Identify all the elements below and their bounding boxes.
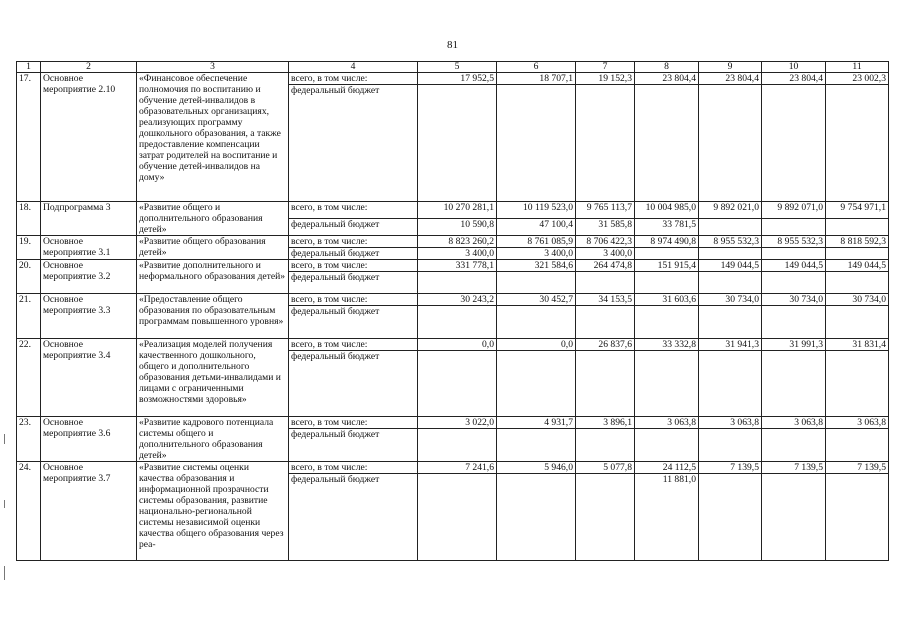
- federal-value-cell-year-6: [497, 351, 576, 417]
- federal-value-cell-year-8: 11 881,0: [635, 474, 699, 561]
- federal-value-cell-year-7: [576, 306, 635, 339]
- federal-value-cell-year-7: [576, 272, 635, 294]
- value-cell-year-11: 30 734,0: [826, 294, 889, 306]
- funding-source-federal-cell: федеральный бюджет: [289, 272, 418, 294]
- column-header-10: 10: [762, 62, 826, 73]
- federal-value-cell-year-7: [576, 474, 635, 561]
- row-status-cell: Основное мероприятие 3.4: [41, 339, 137, 417]
- funding-source-total-cell: всего, в том числе:: [289, 462, 418, 474]
- value-cell-year-8: 31 603,6: [635, 294, 699, 306]
- column-header-5: 5: [418, 62, 497, 73]
- column-header-1: 1: [17, 62, 41, 73]
- column-header-4: 4: [289, 62, 418, 73]
- federal-value-cell-year-5: [418, 85, 497, 202]
- row-status-cell: Основное мероприятие 3.1: [41, 236, 137, 260]
- value-cell-year-8: 24 112,5: [635, 462, 699, 474]
- funding-source-total-cell: всего, в том числе:: [289, 294, 418, 306]
- value-cell-year-11: 3 063,8: [826, 417, 889, 429]
- federal-value-cell-year-5: 10 590,8: [418, 219, 497, 236]
- row-status-cell: Подпрограмма 3: [41, 202, 137, 236]
- row-status-cell: Основное мероприятие 3.6: [41, 417, 137, 462]
- federal-value-cell-year-11: [826, 219, 889, 236]
- federal-value-cell-year-8: [635, 272, 699, 294]
- value-cell-year-6: 5 946,0: [497, 462, 576, 474]
- value-cell-year-7: 26 837,6: [576, 339, 635, 351]
- row-status-cell: Основное мероприятие 3.3: [41, 294, 137, 339]
- table-row: [17, 202, 889, 219]
- row-program-name-cell: «Финансовое обеспечение полномочия по воспитанию и обучение детей-инвалидов в образовательных организациях, реализующих программу дошкольного образования, а также предоставление компенсации затрат родителей на воспитание и обучение детей-инвалидов на дому»: [137, 73, 289, 202]
- value-cell-year-10: 8 955 532,3: [762, 236, 826, 248]
- funding-source-federal-cell: федеральный бюджет: [289, 248, 418, 260]
- federal-value-cell-year-6: [497, 429, 576, 462]
- row-index-cell: 23.: [17, 417, 41, 462]
- column-header-2: 2: [41, 62, 137, 73]
- federal-value-cell-year-7: 31 585,8: [576, 219, 635, 236]
- value-cell-year-11: 149 044,5: [826, 260, 889, 272]
- column-header-11: 11: [826, 62, 889, 73]
- row-index-cell: 24.: [17, 462, 41, 561]
- federal-value-cell-year-11: [826, 351, 889, 417]
- table-row: [17, 260, 889, 272]
- federal-value-cell-year-10: [762, 429, 826, 462]
- row-index-cell: 22.: [17, 339, 41, 417]
- federal-value-cell-year-7: [576, 85, 635, 202]
- federal-value-cell-year-11: [826, 248, 889, 260]
- table-row: [17, 294, 889, 306]
- table-row: [17, 462, 889, 474]
- page-number: 81: [447, 39, 458, 51]
- federal-value-cell-year-6: [497, 272, 576, 294]
- value-cell-year-9: 7 139,5: [699, 462, 762, 474]
- federal-value-cell-year-9: [699, 248, 762, 260]
- federal-value-cell-year-11: [826, 85, 889, 202]
- row-index-cell: 20.: [17, 260, 41, 294]
- federal-value-cell-year-7: 3 400,0: [576, 248, 635, 260]
- funding-source-total-cell: всего, в том числе:: [289, 260, 418, 272]
- federal-value-cell-year-6: [497, 306, 576, 339]
- value-cell-year-6: 10 119 523,0: [497, 202, 576, 219]
- federal-value-cell-year-5: [418, 474, 497, 561]
- federal-value-cell-year-9: [699, 85, 762, 202]
- federal-value-cell-year-10: [762, 474, 826, 561]
- federal-value-cell-year-10: [762, 248, 826, 260]
- value-cell-year-7: 3 896,1: [576, 417, 635, 429]
- row-program-name-cell: «Развитие общего образования детей»: [137, 236, 289, 260]
- column-header-3: 3: [137, 62, 289, 73]
- row-index-cell: 18.: [17, 202, 41, 236]
- row-index-cell: 17.: [17, 73, 41, 202]
- table-row: [17, 339, 889, 351]
- value-cell-year-6: 4 931,7: [497, 417, 576, 429]
- value-cell-year-9: 3 063,8: [699, 417, 762, 429]
- funding-source-total-cell: всего, в том числе:: [289, 339, 418, 351]
- value-cell-year-10: 30 734,0: [762, 294, 826, 306]
- funding-source-federal-cell: федеральный бюджет: [289, 474, 418, 561]
- row-program-name-cell: «Развитие дополнительного и неформального образования детей»: [137, 260, 289, 294]
- value-cell-year-5: 7 241,6: [418, 462, 497, 474]
- value-cell-year-8: 33 332,8: [635, 339, 699, 351]
- value-cell-year-9: 9 892 021,0: [699, 202, 762, 219]
- federal-value-cell-year-6: 3 400,0: [497, 248, 576, 260]
- binding-mark-top: [4, 434, 5, 444]
- value-cell-year-7: 19 152,3: [576, 73, 635, 85]
- value-cell-year-5: 331 778,1: [418, 260, 497, 272]
- table-header-row: [17, 62, 889, 73]
- binding-mark-middle: [4, 500, 5, 508]
- value-cell-year-8: 10 004 985,0: [635, 202, 699, 219]
- federal-value-cell-year-5: [418, 272, 497, 294]
- federal-value-cell-year-9: [699, 351, 762, 417]
- value-cell-year-7: 34 153,5: [576, 294, 635, 306]
- value-cell-year-6: 30 452,7: [497, 294, 576, 306]
- federal-value-cell-year-11: [826, 474, 889, 561]
- value-cell-year-8: 8 974 490,8: [635, 236, 699, 248]
- federal-value-cell-year-9: [699, 306, 762, 339]
- federal-value-cell-year-7: [576, 429, 635, 462]
- value-cell-year-11: 9 754 971,1: [826, 202, 889, 219]
- funding-source-total-cell: всего, в том числе:: [289, 417, 418, 429]
- row-program-name-cell: «Развитие системы оценки качества образования и информационной прозрачности системы образования, развитие национально-региональной системы независимой оценки качества общего образования через реа-: [137, 462, 289, 561]
- federal-value-cell-year-9: [699, 272, 762, 294]
- federal-value-cell-year-5: 3 400,0: [418, 248, 497, 260]
- value-cell-year-7: 5 077,8: [576, 462, 635, 474]
- value-cell-year-6: 0,0: [497, 339, 576, 351]
- value-cell-year-5: 10 270 281,1: [418, 202, 497, 219]
- value-cell-year-5: 17 952,5: [418, 73, 497, 85]
- value-cell-year-10: 31 991,3: [762, 339, 826, 351]
- federal-value-cell-year-8: [635, 306, 699, 339]
- row-status-cell: Основное мероприятие 3.7: [41, 462, 137, 561]
- federal-value-cell-year-8: [635, 429, 699, 462]
- value-cell-year-11: 8 818 592,3: [826, 236, 889, 248]
- column-header-8: 8: [635, 62, 699, 73]
- funding-source-federal-cell: федеральный бюджет: [289, 219, 418, 236]
- value-cell-year-7: 9 765 113,7: [576, 202, 635, 219]
- federal-value-cell-year-10: [762, 351, 826, 417]
- row-program-name-cell: «Реализация моделей получения качественного дошкольного, общего и дополнительного образования детьми-инвалидами и лицами с ограниченными возможностями здоровья»: [137, 339, 289, 417]
- value-cell-year-8: 23 804,4: [635, 73, 699, 85]
- federal-value-cell-year-10: [762, 85, 826, 202]
- value-cell-year-10: 23 804,4: [762, 73, 826, 85]
- funding-source-federal-cell: федеральный бюджет: [289, 306, 418, 339]
- value-cell-year-9: 31 941,3: [699, 339, 762, 351]
- funding-source-federal-cell: федеральный бюджет: [289, 85, 418, 202]
- value-cell-year-5: 8 823 260,2: [418, 236, 497, 248]
- federal-value-cell-year-11: [826, 272, 889, 294]
- value-cell-year-11: 7 139,5: [826, 462, 889, 474]
- value-cell-year-5: 0,0: [418, 339, 497, 351]
- value-cell-year-10: 9 892 071,0: [762, 202, 826, 219]
- federal-value-cell-year-9: [699, 429, 762, 462]
- value-cell-year-9: 8 955 532,3: [699, 236, 762, 248]
- federal-value-cell-year-11: [826, 306, 889, 339]
- value-cell-year-6: 8 761 085,9: [497, 236, 576, 248]
- value-cell-year-8: 151 915,4: [635, 260, 699, 272]
- value-cell-year-10: 3 063,8: [762, 417, 826, 429]
- federal-value-cell-year-8: 33 781,5: [635, 219, 699, 236]
- value-cell-year-5: 3 022,0: [418, 417, 497, 429]
- federal-value-cell-year-5: [418, 306, 497, 339]
- row-status-cell: Основное мероприятие 2.10: [41, 73, 137, 202]
- value-cell-year-11: 31 831,4: [826, 339, 889, 351]
- federal-value-cell-year-6: [497, 85, 576, 202]
- federal-value-cell-year-10: [762, 219, 826, 236]
- federal-value-cell-year-7: [576, 351, 635, 417]
- value-cell-year-6: 18 707,1: [497, 73, 576, 85]
- value-cell-year-6: 321 584,6: [497, 260, 576, 272]
- federal-value-cell-year-10: [762, 306, 826, 339]
- federal-value-cell-year-8: [635, 85, 699, 202]
- value-cell-year-9: 149 044,5: [699, 260, 762, 272]
- row-program-name-cell: «Предоставление общего образования по образовательным программам повышенного уровня»: [137, 294, 289, 339]
- row-index-cell: 21.: [17, 294, 41, 339]
- table-row: [17, 73, 889, 85]
- value-cell-year-10: 149 044,5: [762, 260, 826, 272]
- federal-value-cell-year-9: [699, 474, 762, 561]
- budget-table: [16, 61, 889, 561]
- funding-source-total-cell: всего, в том числе:: [289, 73, 418, 85]
- federal-value-cell-year-8: [635, 351, 699, 417]
- row-status-cell: Основное мероприятие 3.2: [41, 260, 137, 294]
- federal-value-cell-year-6: 47 100,4: [497, 219, 576, 236]
- table-row: [17, 236, 889, 248]
- federal-value-cell-year-11: [826, 429, 889, 462]
- value-cell-year-9: 30 734,0: [699, 294, 762, 306]
- column-header-9: 9: [699, 62, 762, 73]
- row-program-name-cell: «Развитие общего и дополнительного образования детей»: [137, 202, 289, 236]
- value-cell-year-7: 8 706 422,3: [576, 236, 635, 248]
- column-header-7: 7: [576, 62, 635, 73]
- federal-value-cell-year-8: [635, 248, 699, 260]
- federal-value-cell-year-6: [497, 474, 576, 561]
- column-header-6: 6: [497, 62, 576, 73]
- row-program-name-cell: «Развитие кадрового потенциала системы общего и дополнительного образования детей»: [137, 417, 289, 462]
- funding-source-total-cell: всего, в том числе:: [289, 202, 418, 219]
- binding-mark-bottom: [4, 566, 5, 580]
- federal-value-cell-year-10: [762, 272, 826, 294]
- federal-value-cell-year-5: [418, 429, 497, 462]
- row-index-cell: 19.: [17, 236, 41, 260]
- funding-source-federal-cell: федеральный бюджет: [289, 429, 418, 462]
- value-cell-year-8: 3 063,8: [635, 417, 699, 429]
- value-cell-year-10: 7 139,5: [762, 462, 826, 474]
- funding-source-federal-cell: федеральный бюджет: [289, 351, 418, 417]
- federal-value-cell-year-9: [699, 219, 762, 236]
- value-cell-year-5: 30 243,2: [418, 294, 497, 306]
- value-cell-year-7: 264 474,8: [576, 260, 635, 272]
- value-cell-year-9: 23 804,4: [699, 73, 762, 85]
- federal-value-cell-year-5: [418, 351, 497, 417]
- funding-source-total-cell: всего, в том числе:: [289, 236, 418, 248]
- table-row: [17, 417, 889, 429]
- value-cell-year-11: 23 002,3: [826, 73, 889, 85]
